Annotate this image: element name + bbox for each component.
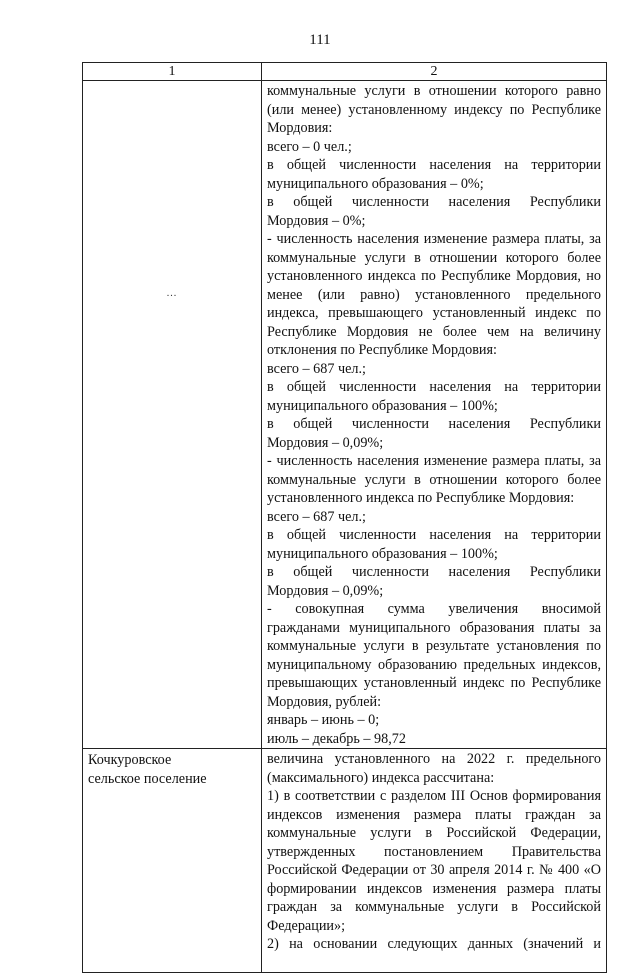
table-row [83, 81, 607, 749]
text-line: Республике Мордовия не более чем на величину [267, 323, 601, 340]
text-line: коммунальные услуги в Российской Федерации, [267, 825, 601, 841]
text-line: превышающих установленный индекс по Республике [267, 675, 601, 691]
text-line: менее (или равно) установленного предельного [267, 286, 601, 303]
page-number: 111 [309, 32, 331, 48]
text-line: Федерации»; [267, 917, 346, 934]
text-line: Мордовия: [267, 120, 333, 136]
text-line: Мордовия – 0,09%; [267, 582, 384, 599]
text-line: - численность населения изменение размера платы, за [267, 453, 601, 469]
text-line: Мордовия – 0%; [267, 212, 366, 229]
text-line: коммунальные услуги в отношении которого равно [267, 83, 601, 99]
text-line: гражданами муниципального образования платы за [267, 619, 601, 636]
text-line: 2) на основании следующих данных (значений и [267, 936, 601, 952]
continuation-marker: ... [166, 288, 178, 299]
text-line: январь – июнь – 0; [267, 712, 380, 728]
row1-col1 [83, 81, 262, 749]
text-line: всего – 687 чел.; [267, 508, 366, 525]
text-line: граждан за коммунальные услуги в Российской [267, 899, 601, 915]
text-line: установленного индекса по Республике Мордовия, но [267, 268, 601, 284]
row2-col2 [262, 749, 607, 973]
text-line: муниципального образования – 100%; [267, 397, 498, 414]
municipality-name [83, 749, 261, 788]
text-line: индекса, превышающего установленный индекс по [267, 305, 601, 321]
row2-col1 [83, 749, 262, 973]
text-line: (максимального) индекса рассчитана: [267, 769, 495, 786]
text-line: коммунальные услуги в отношении которого более [267, 249, 601, 266]
table-header-row [83, 63, 607, 81]
row1-col2 [262, 81, 607, 749]
row1-text-block [262, 81, 606, 748]
text-line: муниципального образования – 100%; [267, 545, 498, 562]
text-line: установленного индекса по Республике Мордовия: [267, 490, 575, 506]
municipality-name-line1: Кочкуровское [88, 752, 172, 768]
header-col-1: 1 [83, 63, 262, 81]
text-line: в общей численности населения на территории [267, 157, 601, 173]
document-table [82, 62, 607, 973]
text-line: 1) в соответствии с разделом III Основ формирования [267, 788, 601, 804]
text-line: всего – 687 чел.; [267, 360, 366, 377]
text-line: в общей численности населения Республики [267, 416, 601, 432]
text-line: утвержденных постановлением Правительства [267, 843, 601, 860]
header-col-2: 2 [262, 63, 607, 81]
text-line: (или менее) установленному индексу по Республике [267, 101, 601, 118]
text-line: Российской Федерации от 30 апреля 2014 г. № 400 «О [267, 862, 601, 878]
text-line: величина установленного на 2022 г. предельного [267, 751, 601, 767]
text-line: - численность населения изменение размера платы, за [267, 231, 601, 247]
text-line: в общей численности населения на территории [267, 379, 601, 395]
text-line: - совокупная сумма увеличения вносимой [267, 601, 601, 617]
table-row [83, 749, 607, 973]
text-line: коммунальные услуги в результате установления по [267, 638, 601, 654]
row2-text-block [262, 749, 606, 954]
text-line: всего – 0 чел.; [267, 138, 352, 155]
text-line: муниципальному образованию предельных индексов, [267, 656, 601, 673]
municipality-name-line2: сельское поселение [88, 770, 207, 787]
text-line: в общей численности населения Республики [267, 194, 601, 210]
text-line: Мордовия, рублей: [267, 693, 382, 710]
text-line: июль – декабрь – 98,72 [267, 730, 406, 747]
text-line: в общей численности населения на территории [267, 527, 601, 543]
text-line: формировании индексов изменения размера платы [267, 880, 601, 897]
text-line: отклонения по Республике Мордовия: [267, 342, 497, 358]
text-line: коммунальные услуги в отношении которого более [267, 471, 601, 488]
text-line: в общей численности населения Республики [267, 564, 601, 580]
text-line: индексов изменения размера платы граждан за [267, 806, 601, 823]
text-line: Мордовия – 0,09%; [267, 434, 384, 451]
text-line: муниципального образования – 0%; [267, 175, 484, 192]
